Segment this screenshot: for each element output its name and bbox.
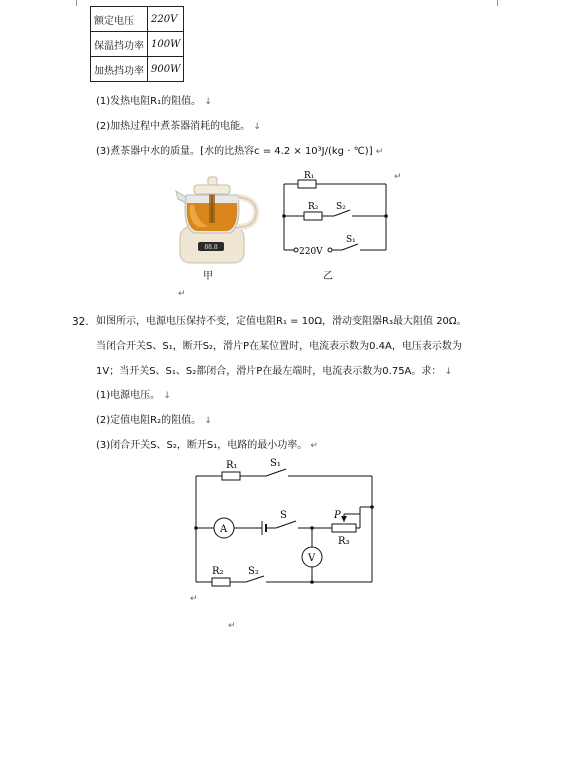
q32-sub1 bbox=[96, 389, 171, 403]
switch-s-label: S bbox=[280, 510, 287, 521]
table-row bbox=[91, 57, 184, 82]
q32-line3-text: 1V；当开关S、S₁、S₂都闭合，滑片P在最左端时，电流表示数为0.75A。求： bbox=[96, 366, 442, 377]
q32-sub3 bbox=[96, 439, 318, 453]
ammeter-symbol: A bbox=[220, 524, 228, 535]
voltage-label: 220V bbox=[299, 247, 323, 257]
page-corner-mark-right bbox=[497, 0, 510, 6]
q32-sub3-text: (3)闭合开关S、S₂，断开S₁，电路的最小功率。 bbox=[96, 440, 308, 451]
q32-sub2 bbox=[96, 414, 212, 428]
spec-table bbox=[90, 6, 184, 82]
r2-label: R₂ bbox=[212, 566, 224, 577]
s2-label: S₂ bbox=[248, 566, 259, 577]
q31-sub2-text: (2)加热过程中煮茶器消耗的电能。 bbox=[96, 121, 251, 132]
s2-label: S₂ bbox=[336, 202, 346, 212]
s1-label: S₁ bbox=[346, 235, 356, 245]
kettle-display: 88.8 bbox=[204, 244, 218, 251]
q31-sub1-text: (1)发热电阻R₁的阻值。 bbox=[96, 96, 202, 107]
q31-sub3-text: (3)煮茶器中水的质量。[水的比热容c = 4.2 × 10³J/(kg · ℃)] bbox=[96, 146, 373, 157]
return-mark: ↵ bbox=[310, 441, 318, 451]
return-mark: ↵ bbox=[394, 172, 402, 182]
q32-line1: 如图所示，电源电压保持不变，定值电阻R₁ = 10Ω，滑动变阻器R₃最大阻值 20Ω。 bbox=[96, 316, 467, 327]
r1-label: R₁ bbox=[304, 171, 315, 181]
arrow-mark: ↓ bbox=[204, 97, 212, 107]
figure-label-yi: 乙 bbox=[323, 271, 333, 282]
page-corner-mark-left bbox=[64, 0, 77, 6]
voltmeter-symbol: V bbox=[308, 553, 316, 564]
spec-value: 220V bbox=[148, 7, 184, 32]
q31-sub2 bbox=[96, 120, 261, 134]
q32-line2: 当闭合开关S、S₁，断开S₂，滑片P在某位置时，电流表示数为0.4A，电压表示数为 bbox=[96, 341, 462, 352]
q32-sub2-text: (2)定值电阻R₂的阻值。 bbox=[96, 415, 202, 426]
arrow-mark: ↓ bbox=[253, 122, 261, 132]
s1-label: S₁ bbox=[270, 458, 281, 469]
table-row bbox=[91, 32, 184, 57]
q31-sub1 bbox=[96, 95, 212, 109]
arrow-mark: ↓ bbox=[163, 391, 171, 401]
r1-label: R₁ bbox=[226, 460, 238, 471]
return-mark: ↵ bbox=[228, 621, 236, 631]
return-mark: ↵ bbox=[178, 289, 186, 299]
spec-value: 100W bbox=[148, 32, 184, 57]
q31-sub3 bbox=[96, 145, 383, 159]
spec-label: 额定电压 bbox=[91, 7, 148, 32]
return-mark: ↵ bbox=[375, 147, 384, 157]
circuit-diagram-yi bbox=[276, 168, 396, 268]
r2-label: R₂ bbox=[308, 202, 319, 212]
q32-number: 32. bbox=[72, 316, 89, 328]
arrow-mark: ↓ bbox=[444, 367, 453, 377]
spec-value: 900W bbox=[148, 57, 184, 82]
circuit-diagram-q32 bbox=[186, 452, 386, 594]
r3-label: R₃ bbox=[338, 536, 350, 547]
figure-label-jia: 甲 bbox=[203, 271, 213, 282]
table-row bbox=[91, 7, 184, 32]
arrow-mark: ↓ bbox=[204, 416, 212, 426]
return-mark: ↵ bbox=[190, 594, 198, 604]
q32-sub1-text: (1)电源电压。 bbox=[96, 390, 161, 401]
slider-p-label: P bbox=[334, 510, 341, 521]
spec-label: 保温挡功率 bbox=[91, 32, 148, 57]
spec-label: 加热挡功率 bbox=[91, 57, 148, 82]
q32-line3 bbox=[96, 365, 452, 379]
tea-kettle-illustration bbox=[172, 165, 272, 269]
